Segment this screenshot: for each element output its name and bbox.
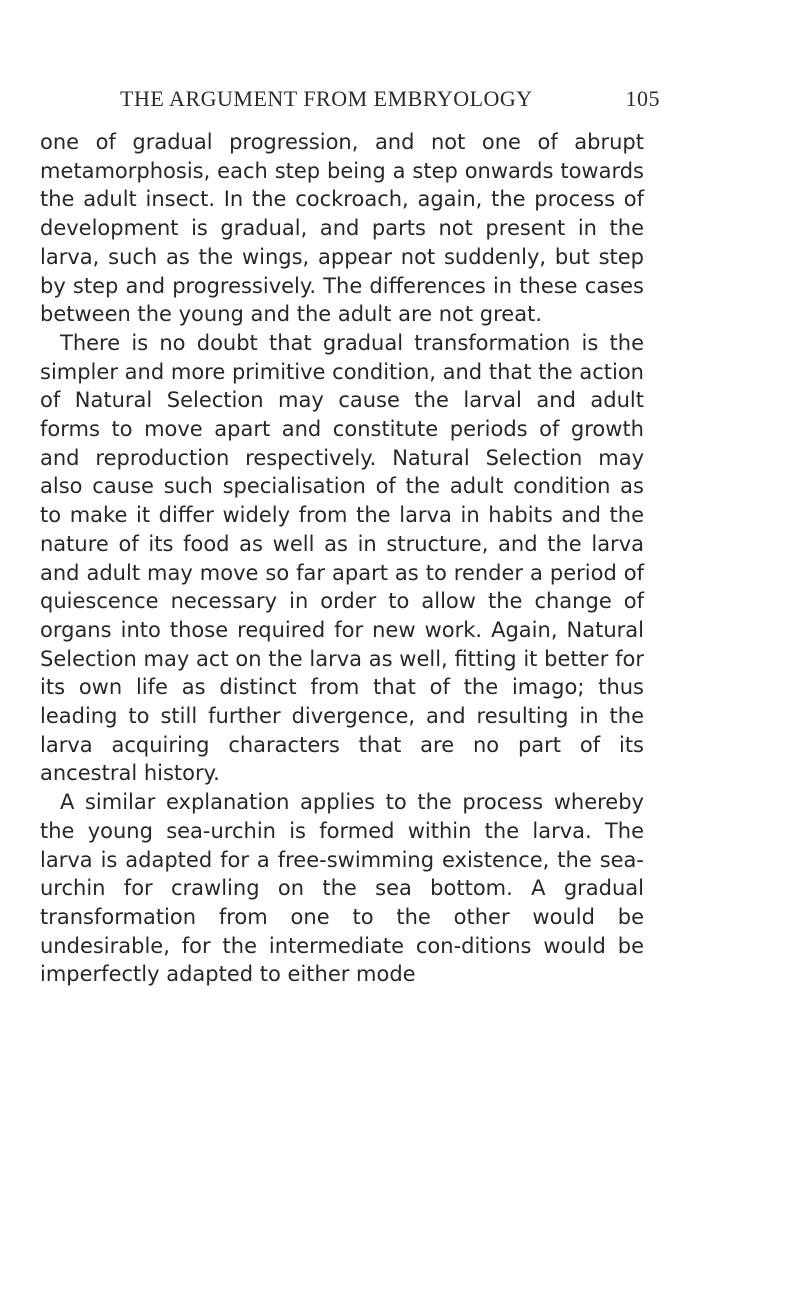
paragraph-sea-urchin: A similar explanation applies to the process whereby the young sea-urchin is formed within the larva. The larva is adapted for a free-swimming existence, the sea-urchin for crawling on the sea bottom. A gradual transformation from one to the other would be undesirable, for the intermediate con-ditions would be imperfectly adapted to either mode (40, 790, 644, 987)
paragraph-natural-selection: There is no doubt that gradual transformation is the simpler and more primitive condition, and that the action of Natural Selection may cause the larval and adult forms to move apart and constitute periods of growth and reproduction respectively. Natural Selection may also cause such specialisation of the adult condition as to make it differ widely from the larva in habits and the nature of its food as well as in structure, and the larva and adult may move so far apart as to render a period of quiescence necessary in order to allow the change of organs into those required for new work. Again, Natural Selection may act on the larva as well, fitting it better for its own life as distinct from that of the imago; thus leading to still further divergence, and resulting in the larva acquiring characters that are no part of its ancestral history. (40, 330, 644, 786)
page-number: 105 (625, 86, 660, 111)
running-head (120, 86, 660, 112)
running-head-title: THE ARGUMENT FROM EMBRYOLOGY (120, 86, 533, 111)
body-text (40, 128, 644, 989)
paragraph-continued: one of gradual progression, and not one of abrupt metamorphosis, each step being a step onwards towards the adult insect. In the cockroach, again, the process of development is gradual, and parts not present in the larva, such as the wings, appear not suddenly, but step by step and progressively. The differences in these cases between the young and the adult are not great. (40, 130, 644, 327)
